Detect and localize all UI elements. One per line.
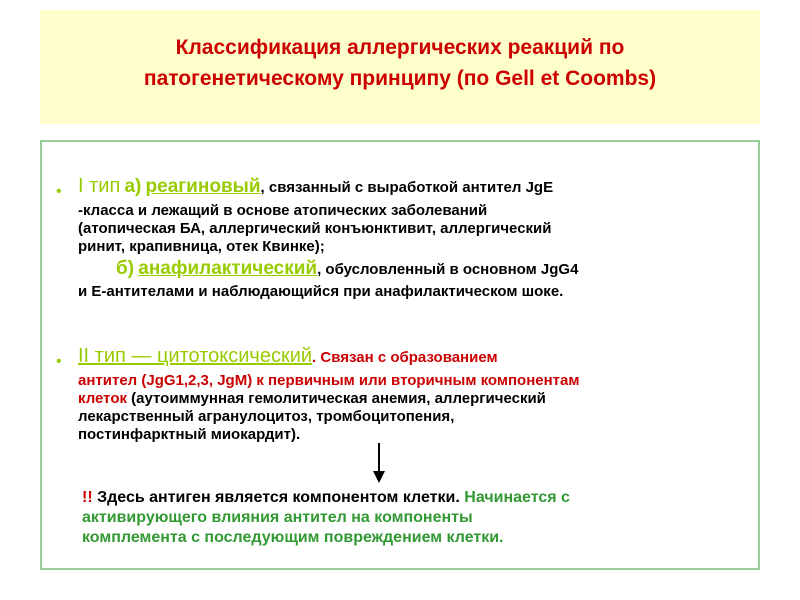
title-line-1: Классификация аллергических реакций по (175, 36, 625, 59)
bullet-icon: • (56, 353, 62, 370)
down-arrow-icon (378, 443, 380, 473)
type1-a-text1: , связанный с выработкой антител JgE (260, 179, 554, 196)
type2-text3: постинфарктный миокардит). (78, 426, 301, 443)
type1-a-text3: (атопическая БА, аллергический конъюнктивит, аллергический (78, 220, 552, 237)
type1-a-text4: ринит, крапивница, отек Квинке); (78, 238, 325, 255)
type1-b-text1: , обусловленный в основном JgG4 (317, 261, 579, 278)
type2-red3: клеток (78, 390, 127, 407)
note-green1: Начинается с (459, 489, 570, 506)
type1-a-text2: -класса и лежащий в основе атопических заболеваний (78, 202, 488, 219)
type2-label: II тип — цитотоксический (78, 345, 313, 367)
type1-a-prefix: а) (124, 176, 142, 197)
type1-b-text2: и Е-антителами и наблюдающийся при анафилактическом шоке. (78, 283, 564, 300)
bullet-icon: • (56, 183, 62, 200)
type2-text2: лекарственный агранулоцитоз, тромбоцитопения, (78, 408, 455, 425)
note-black: Здесь антиген является компонентом клетки. (92, 489, 460, 506)
type2-red2: антител (JgG1,2,3, JgM) к первичным или вторичным компонентам (78, 372, 580, 389)
type1-a-name: реагиновый (145, 176, 261, 197)
note-green3: комплемента с последующим повреждением клетки. (82, 529, 504, 546)
type1-b-name: анафилактический (138, 258, 318, 279)
type2-block (78, 342, 758, 444)
note-marks: !! (82, 489, 93, 506)
title-box (40, 10, 760, 124)
type1-label: I тип (78, 175, 121, 197)
slide-title (40, 32, 760, 94)
title-line-2: патогенетическому принципу (по Gell et Coombs) (143, 67, 657, 90)
type1-block (78, 172, 758, 301)
type2-red1: . Связан с образованием (312, 349, 498, 366)
down-arrow-head-icon (373, 471, 385, 483)
type2-text1: (аутоиммунная гемолитическая анемия, аллергический (126, 390, 546, 407)
note-block (82, 488, 762, 548)
note-green2: активирующего влияния антител на компоненты (82, 509, 473, 526)
type1-b-prefix: б) (116, 258, 135, 279)
